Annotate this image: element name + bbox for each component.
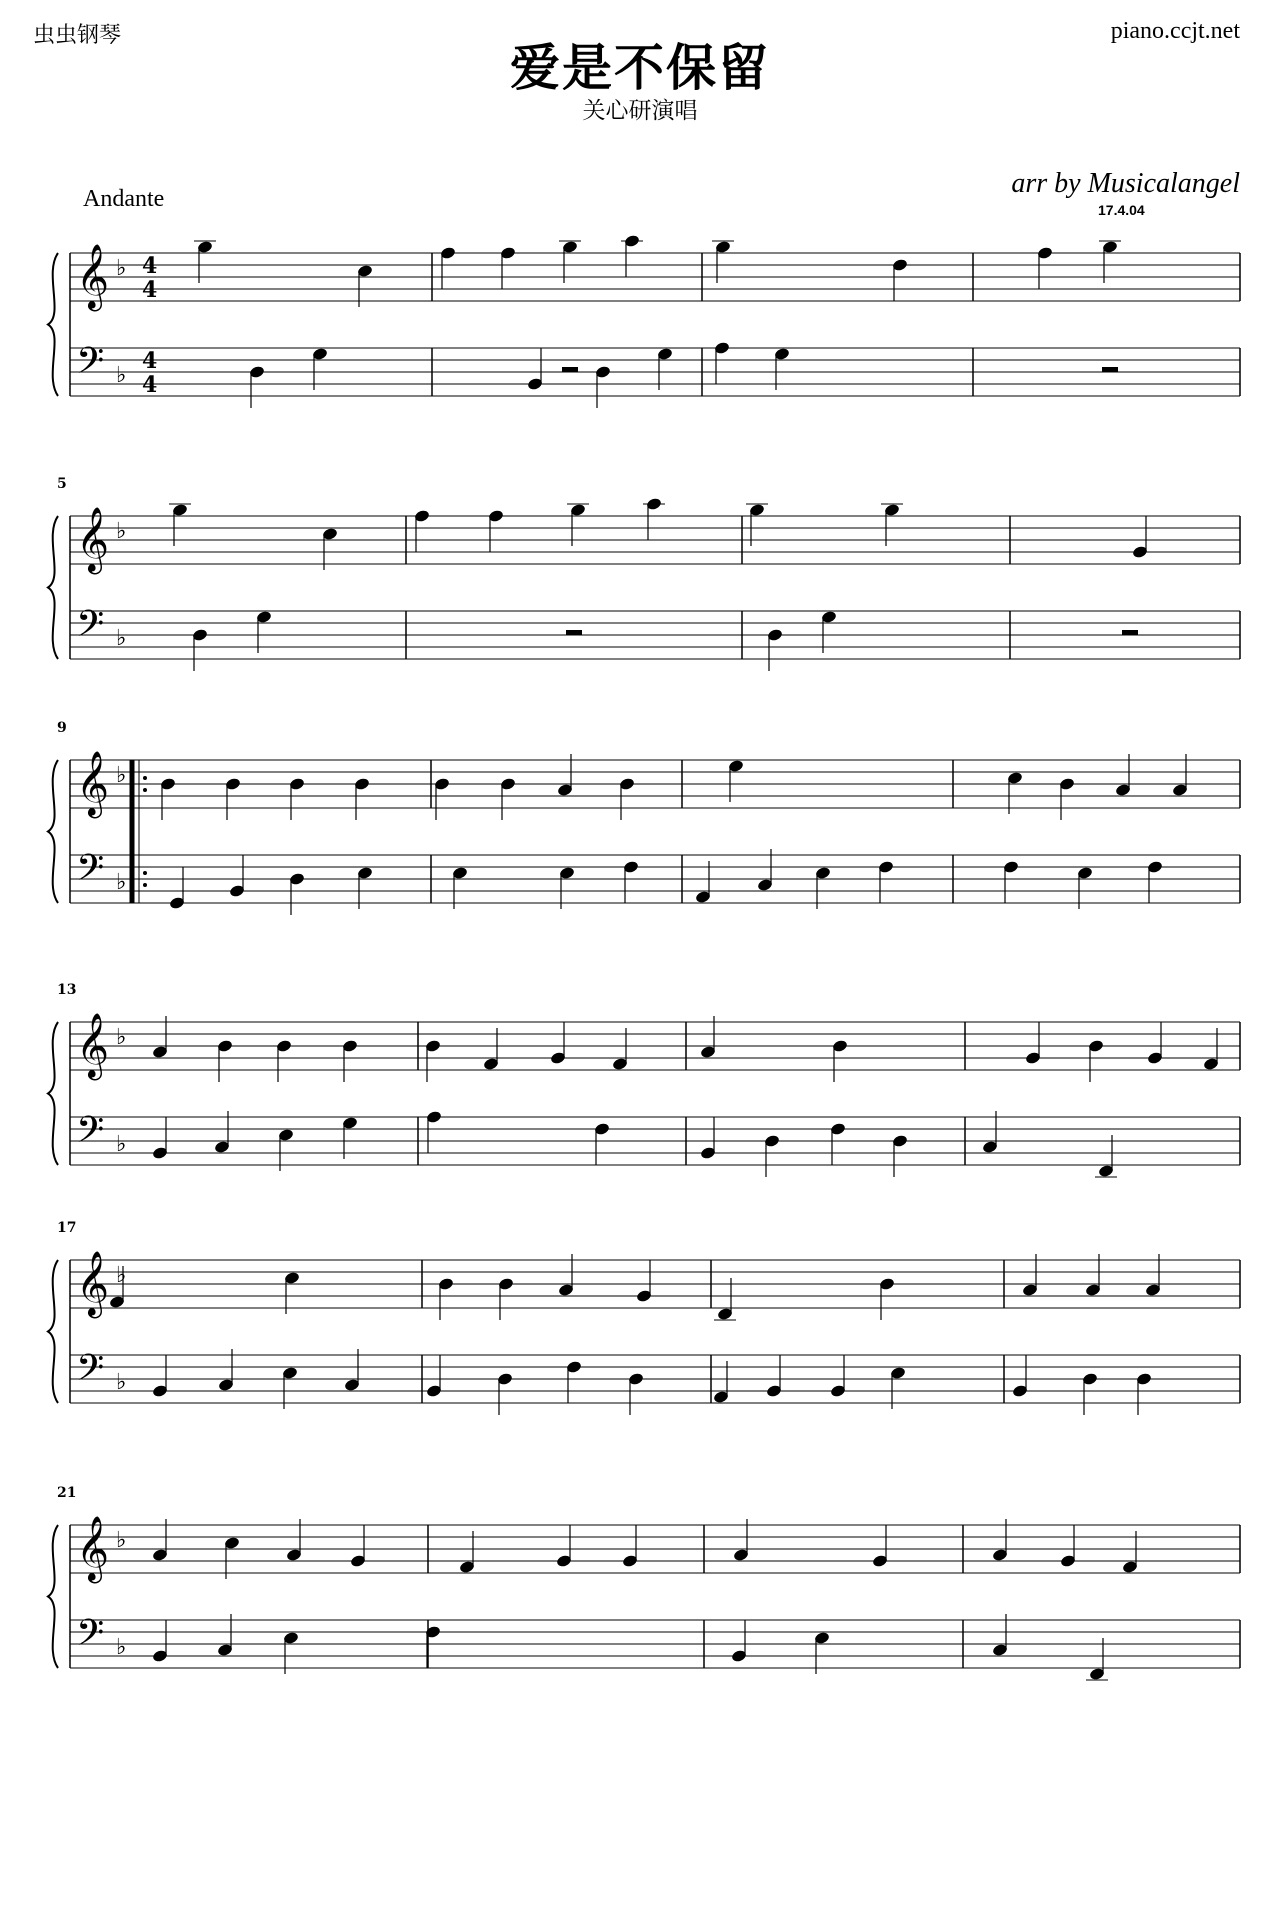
- treble-clef: 𝄞: [76, 751, 110, 816]
- system-2: [48, 476, 1240, 671]
- song-subtitle: 关心研演唱: [582, 98, 698, 124]
- measure-number: 5: [57, 476, 67, 492]
- treble-clef: 𝄞: [76, 1013, 110, 1078]
- site-name: 虫虫钢琴: [33, 23, 122, 48]
- flat-key-signature: ♭: [116, 256, 127, 281]
- flat-key-signature: ♭: [116, 1370, 127, 1395]
- grand-staff-brace: [48, 760, 58, 903]
- flat-key-signature: ♭: [116, 870, 127, 895]
- time-signature-digit: 4: [142, 348, 158, 374]
- treble-clef: 𝄞: [76, 1516, 110, 1581]
- bass-clef: 𝄢: [76, 1347, 105, 1398]
- grand-staff-brace: [48, 1525, 58, 1668]
- flat-key-signature: ♭: [116, 626, 127, 651]
- treble-clef: 𝄞: [76, 1251, 110, 1316]
- time-signature-digit: 4: [142, 253, 158, 279]
- system-4: [48, 982, 1240, 1178]
- treble-clef: 𝄞: [76, 244, 110, 309]
- site-url: piano.ccjt.net: [1110, 18, 1240, 44]
- arrangement-date: 17.4.04: [1098, 202, 1145, 218]
- system-6: [48, 1485, 1240, 1681]
- flat-key-signature: ♭: [116, 363, 127, 388]
- bass-clef: 𝄢: [76, 847, 105, 898]
- time-signature-digit: 4: [142, 277, 158, 303]
- bass-clef: 𝄢: [76, 1612, 105, 1663]
- bass-clef: 𝄢: [76, 1109, 105, 1160]
- flat-key-signature: ♭: [116, 763, 127, 788]
- measure-number: 13: [57, 982, 77, 998]
- time-signature-digit: 4: [142, 372, 158, 398]
- bass-clef: 𝄢: [76, 340, 105, 391]
- flat-key-signature: ♭: [116, 519, 127, 544]
- measure-number: 17: [57, 1220, 77, 1236]
- system-5: [48, 1220, 1240, 1415]
- repeat-dot: [143, 883, 147, 887]
- half-rest: [566, 630, 582, 635]
- arranger-credit: arr by Musicalangel: [1011, 168, 1240, 199]
- grand-staff-brace: [48, 1022, 58, 1165]
- flat-key-signature: ♭: [116, 1132, 127, 1157]
- repeat-dot: [143, 776, 147, 780]
- flat-key-signature: ♭: [116, 1263, 127, 1288]
- half-rest: [1102, 367, 1118, 372]
- system-1: [48, 234, 1240, 408]
- grand-staff-brace: [48, 1260, 58, 1403]
- measure-number: 21: [57, 1485, 77, 1501]
- system-3: [48, 720, 1240, 915]
- repeat-dot: [143, 788, 147, 792]
- half-rest: [1122, 630, 1138, 635]
- half-rest: [562, 367, 578, 372]
- song-title: 爱是不保留: [510, 38, 770, 97]
- tempo-marking: Andante: [83, 186, 165, 212]
- bass-clef: 𝄢: [76, 603, 105, 654]
- flat-key-signature: ♭: [116, 1025, 127, 1050]
- flat-key-signature: ♭: [116, 1635, 127, 1660]
- repeat-dot: [143, 871, 147, 875]
- measure-number: 9: [57, 720, 67, 736]
- flat-key-signature: ♭: [116, 1528, 127, 1553]
- grand-staff-brace: [48, 253, 58, 396]
- treble-clef: 𝄞: [76, 507, 110, 572]
- grand-staff-brace: [48, 516, 58, 659]
